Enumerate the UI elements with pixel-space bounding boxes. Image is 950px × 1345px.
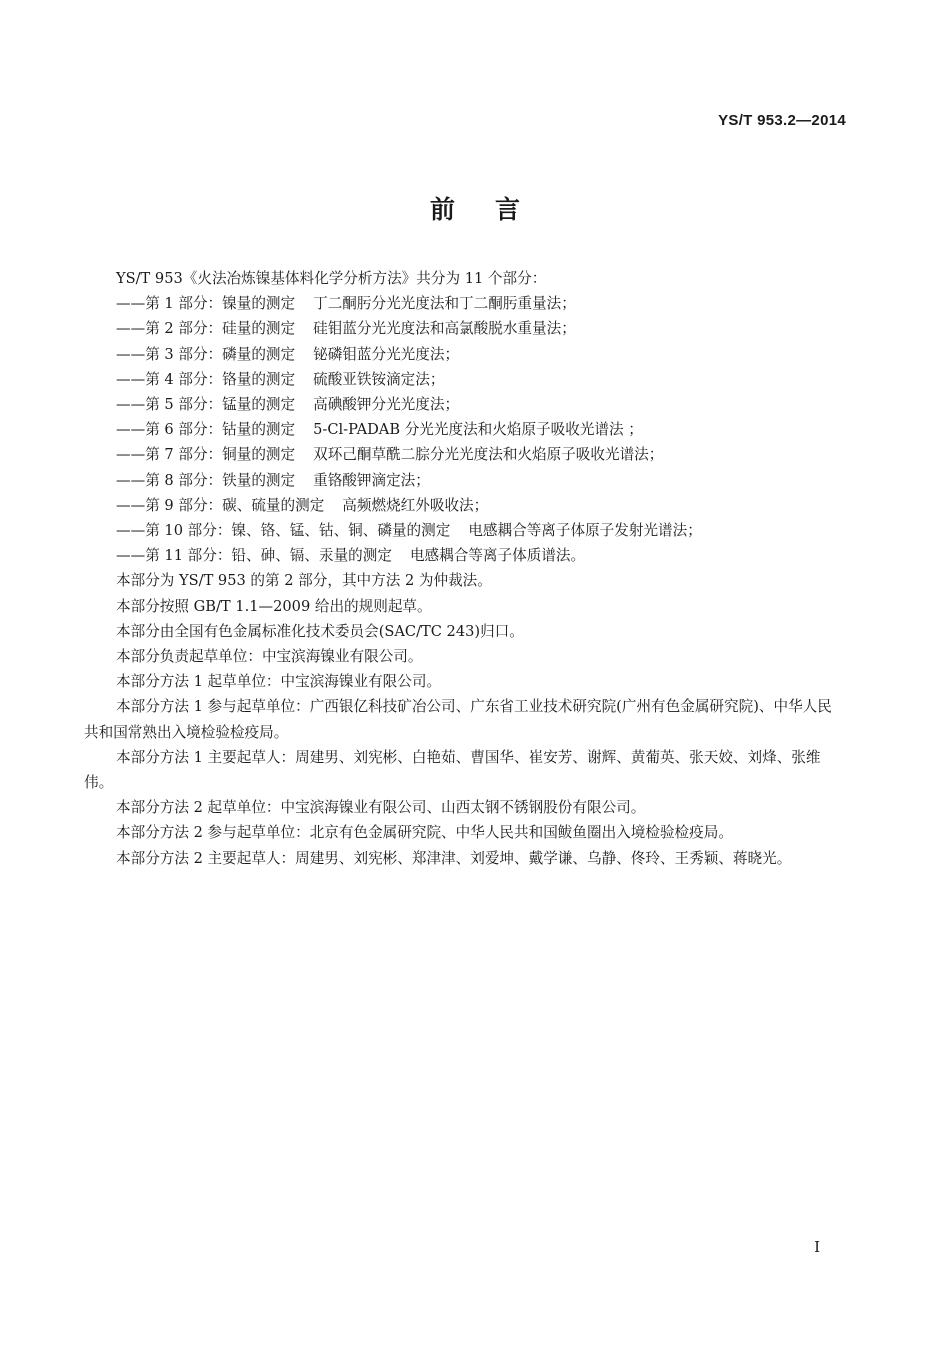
part-item xyxy=(84,442,844,467)
part-label: ——第 6 部分：钴量的测定 xyxy=(116,421,296,439)
paragraph-method1-drafters: 本部分方法 1 主要起草人：周建男、刘宪彬、白艳茹、曹国华、崔安芳、谢辉、黄葡英、张天姣、刘烽、张维伟。 xyxy=(84,748,821,792)
part-item xyxy=(84,316,844,341)
part-label: ——第 9 部分：碳、硫量的测定 xyxy=(116,496,325,514)
part-label: ——第 2 部分：硅量的测定 xyxy=(116,320,296,338)
paragraph-method2-drafters: 本部分方法 2 主要起草人：周建男、刘宪彬、郑津津、刘爱坤、戴学谦、乌静、佟玲、王秀颖、蒋晓光。 xyxy=(116,849,792,867)
part-label: ——第 7 部分：铜量的测定 xyxy=(116,446,296,464)
part-item xyxy=(84,468,844,493)
part-method: 电感耦合等离子体质谱法。 xyxy=(409,547,586,565)
part-label: ——第 3 部分：磷量的测定 xyxy=(116,345,296,363)
part-label: ——第 1 部分：镍量的测定 xyxy=(116,295,296,313)
intro-paragraph: YS/T 953《火法冶炼镍基体料化学分析方法》共分为 11 个部分： xyxy=(116,270,547,287)
part-label: ——第 5 部分：锰量的测定 xyxy=(116,396,296,414)
part-item xyxy=(84,342,844,367)
paragraph-method1-participants: 本部分方法 1 参与起草单位：广西银亿科技矿冶公司、广东省工业技术研究院(广州有色金属研究院)、中华人民共和国常熟出入境检验检疫局。 xyxy=(84,698,832,741)
part-method: 重铬酸钾滴定法； xyxy=(313,471,430,489)
part-method: 5-Cl-PADAB 分光光度法和火焰原子吸收光谱法 ； xyxy=(313,421,643,439)
part-method: 丁二酮肟分光光度法和丁二酮肟重量法； xyxy=(313,295,576,313)
part-label: ——第 8 部分：铁量的测定 xyxy=(116,471,296,489)
part-method: 高频燃烧红外吸收法； xyxy=(342,496,489,514)
part-label: ——第 11 部分：铅、砷、镉、汞量的测定 xyxy=(116,547,392,565)
part-method: 电感耦合等离子体原子发射光谱法； xyxy=(468,522,702,540)
part-item xyxy=(84,493,844,518)
paragraph-lead-unit: 本部分负责起草单位：中宝滨海镍业有限公司。 xyxy=(116,648,423,666)
page-title: 前言 xyxy=(429,195,560,224)
part-item xyxy=(84,518,844,543)
part-method: 双环己酮草酰二腙分光光度法和火焰原子吸收光谱法； xyxy=(313,446,664,464)
paragraph-method1-unit: 本部分方法 1 起草单位：中宝滨海镍业有限公司。 xyxy=(116,673,442,691)
part-method: 高碘酸钾分光光度法； xyxy=(313,396,460,414)
part-item xyxy=(84,417,844,442)
standard-code: YS/T 953.2—2014 xyxy=(718,112,846,129)
part-label: ——第 10 部分：镍、铬、锰、钴、铜、磷量的测定 xyxy=(116,522,451,540)
part-method: 硫酸亚铁铵滴定法； xyxy=(313,370,445,388)
paragraph-committee: 本部分由全国有色金属标准化技术委员会(SAC/TC 243)归口。 xyxy=(116,622,524,640)
part-method: 铋磷钼蓝分光光度法； xyxy=(313,345,460,363)
paragraph-drafting-rules: 本部分按照 GB/T 1.1—2009 给出的规则起草。 xyxy=(116,597,432,615)
foreword-body xyxy=(84,266,844,871)
part-method: 硅钼蓝分光光度法和高氯酸脱水重量法； xyxy=(313,320,576,338)
part-item xyxy=(84,367,844,392)
part-item xyxy=(84,392,844,417)
part-item xyxy=(84,291,844,316)
part-label: ——第 4 部分：铬量的测定 xyxy=(116,370,296,388)
part-item xyxy=(84,543,844,568)
page-number: I xyxy=(814,1238,820,1256)
paragraph-arbitration: 本部分为 YS/T 953 的第 2 部分，其中方法 2 为仲裁法。 xyxy=(116,572,492,590)
paragraph-method2-participants: 本部分方法 2 参与起草单位：北京有色金属研究院、中华人民共和国鲅鱼圈出入境检验检疫局。 xyxy=(116,824,733,842)
paragraph-method2-unit: 本部分方法 2 起草单位：中宝滨海镍业有限公司、山西太钢不锈钢股份有限公司。 xyxy=(116,799,646,817)
